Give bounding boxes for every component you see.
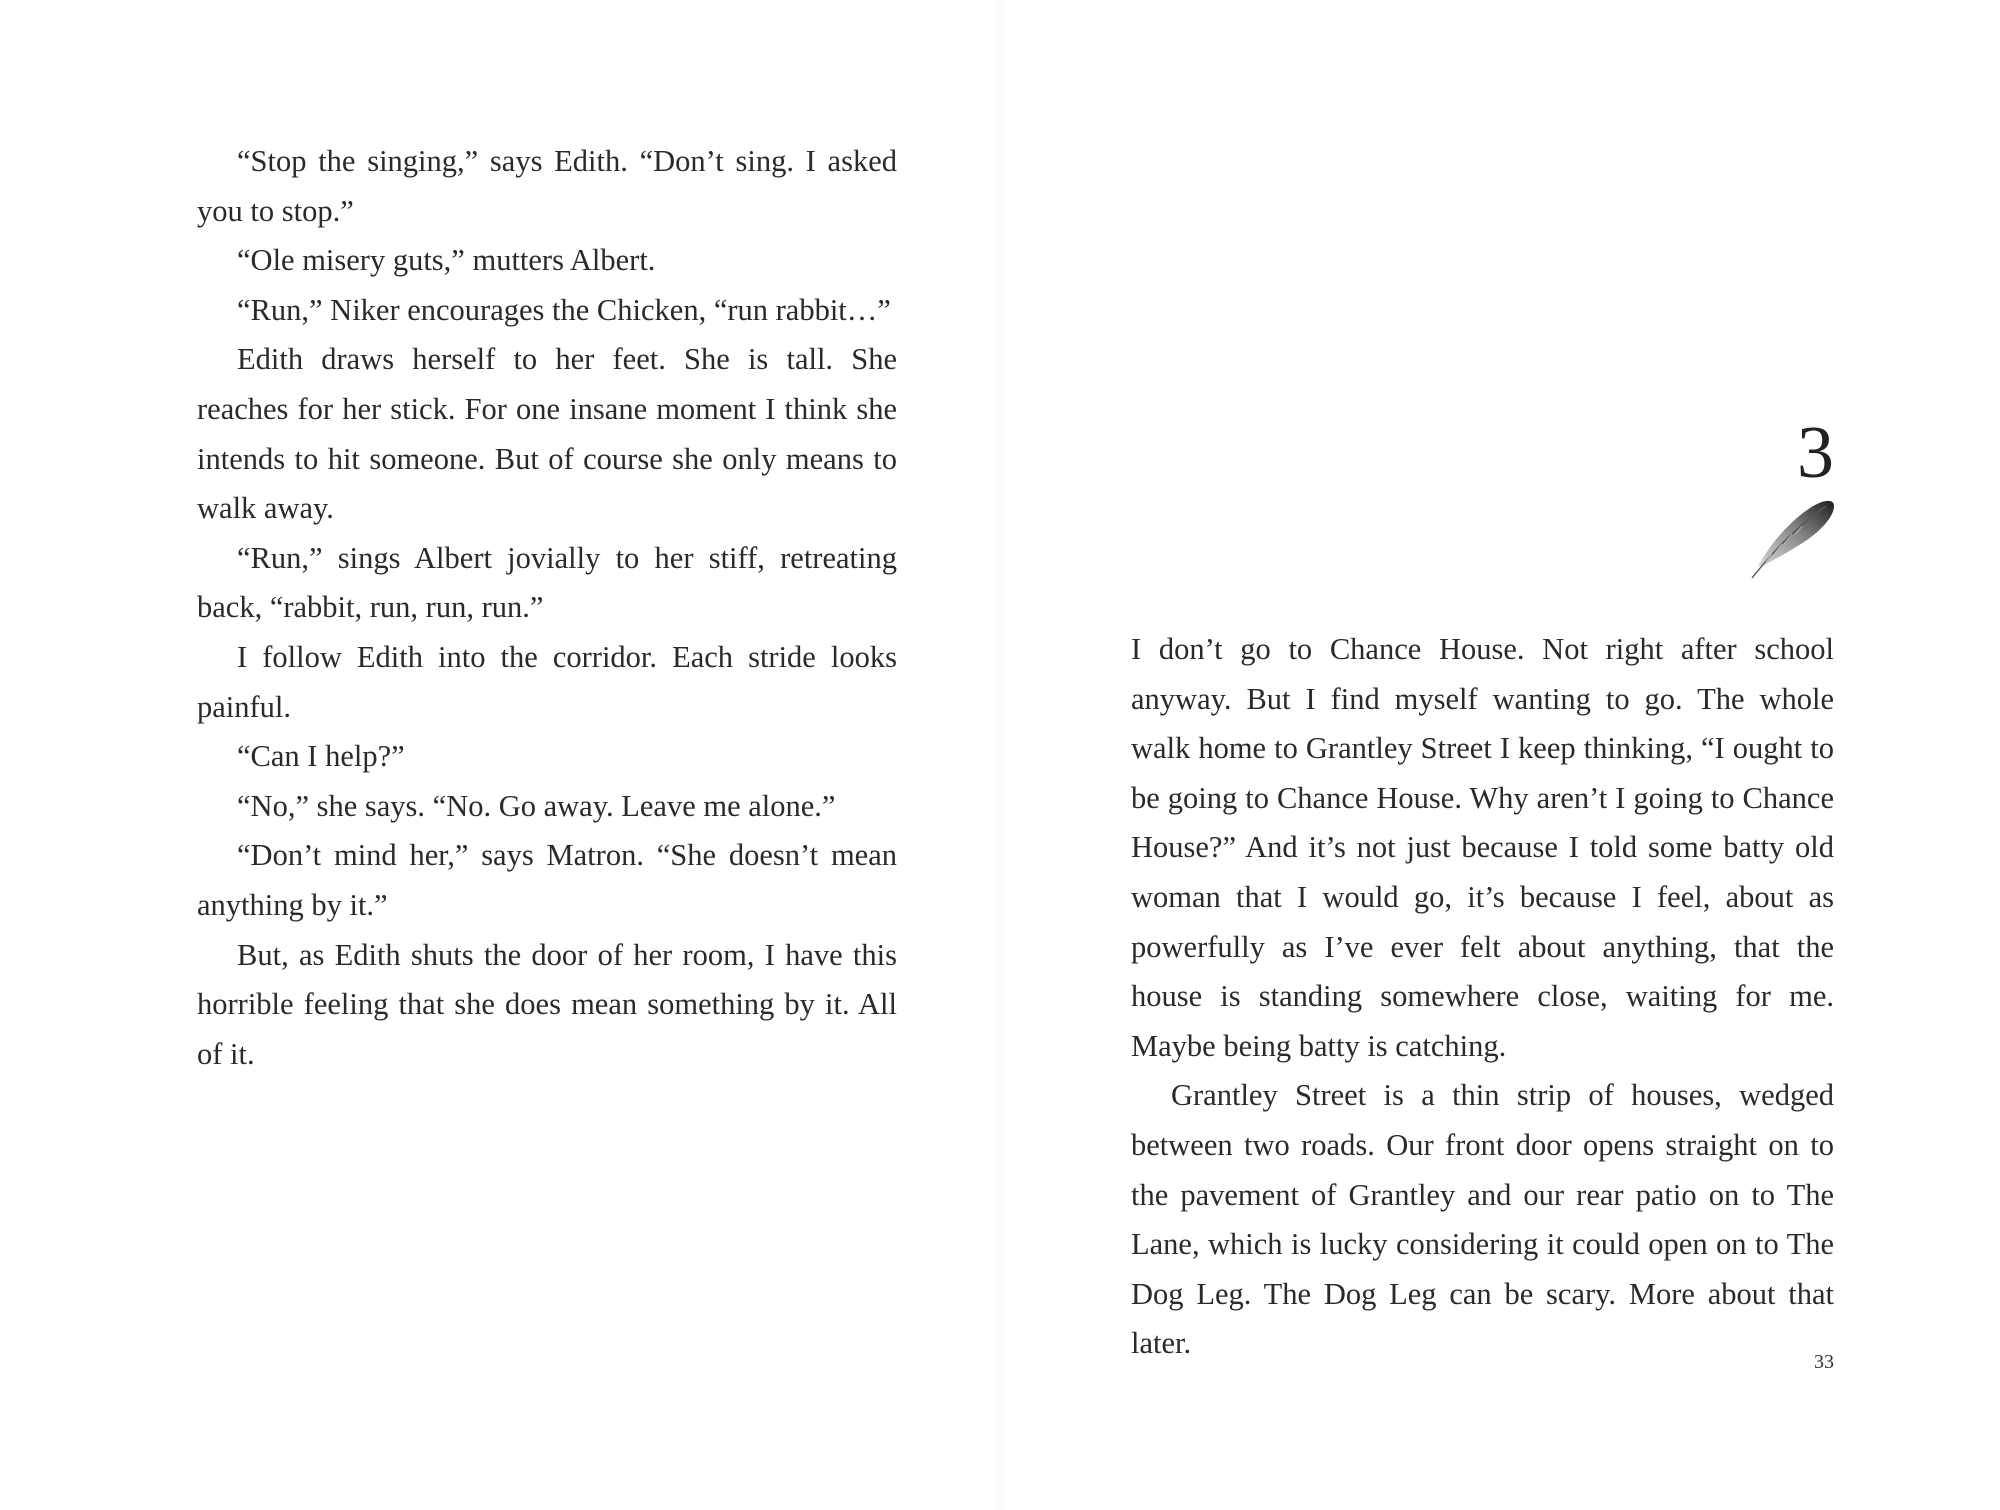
- paragraph: “Run,” sings Albert jovially to her stiff, retreating back, “rabbit, run, run, run.”: [197, 540, 897, 625]
- paragraph: “Stop the singing,” says Edith. “Don’t sing. I asked you to stop.”: [197, 144, 897, 228]
- paragraph: I follow Edith into the corridor. Each stride looks painful.: [197, 639, 897, 724]
- paragraph: Edith draws herself to her feet. She is tall. She reaches for her stick. For one insane moment I think she intends to hit someone. But of course she only means to walk away.: [197, 342, 897, 526]
- paragraph: “Ole misery guts,” mutters Albert.: [237, 243, 656, 278]
- right-page-text: [1131, 625, 1834, 1369]
- paragraph: “Don’t mind her,” says Matron. “She doesn’t mean anything by it.”: [197, 838, 897, 922]
- feather-icon: [1738, 488, 1838, 588]
- chapter-number: 3: [1797, 412, 1834, 494]
- paragraph: Grantley Street is a thin strip of houses, wedged between two roads. Our front door opens straight on to the pavement of Grantley and our rear patio on to The Lane, which is lucky considering it could open on to The Dog Leg. The Dog Leg can be scary. More about that later.: [1131, 1078, 1834, 1361]
- gutter: [990, 0, 1010, 1510]
- page-number: 33: [1814, 1351, 1834, 1373]
- left-page-text: [197, 137, 897, 1079]
- paragraph: But, as Edith shuts the door of her room, I have this horrible feeling that she does mean something by it. All of it.: [197, 937, 897, 1071]
- paragraph: “Can I help?”: [237, 739, 405, 774]
- paragraph: “No,” she says. “No. Go away. Leave me alone.”: [237, 788, 836, 823]
- paragraph: “Run,” Niker encourages the Chicken, “run rabbit…”: [237, 292, 891, 327]
- paragraph: I don’t go to Chance House. Not right after school anyway. But I find myself wanting to go. The whole walk home to Grantley Street I keep thinking, “I ought to be going to Chance House. Why aren’t I going to Chance House?” And it’s not just because I told some batty old woman that I would go, it’s because I feel, about as powerfully as I’ve ever felt about anything, that the house is standing somewhere close, waiting for me. Maybe being batty is catching.: [1131, 632, 1834, 1063]
